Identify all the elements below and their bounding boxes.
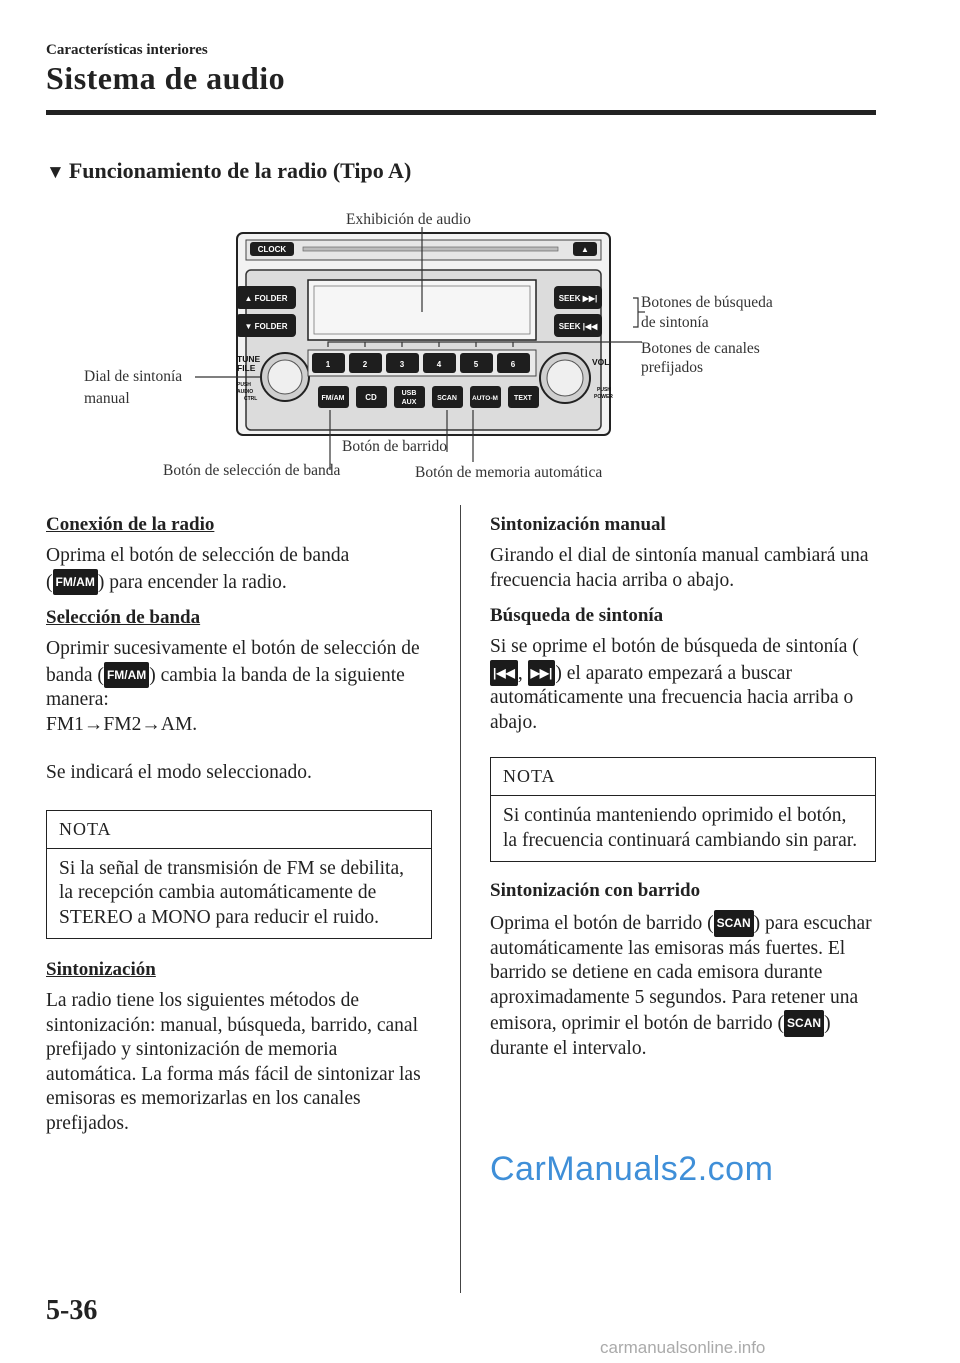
text-key-label: TEXT: [514, 395, 532, 402]
header-rule: [46, 110, 876, 115]
tune-label-2: FILE: [237, 363, 256, 373]
note-body: Si la señal de transmisión de FM se debilita, la recepción cambia automáticamente de STEREO a MONO para reducir el ruido.: [59, 857, 404, 928]
label-manual-dial-2: manual: [84, 390, 130, 407]
label-preset-buttons-2: prefijados: [641, 359, 703, 376]
scan-key-label: SCAN: [437, 395, 457, 402]
preset-key-1-label: 1: [325, 360, 331, 369]
preset-key-2-label: 2: [362, 360, 368, 369]
scan-tuning-paragraph: Oprima el botón de barrido ( SCAN ) para escuchar automáticamente las emisoras más fuertes. El barrido se detiene en cada emisora durante aproximadamente 5 segundos. Para retener una emisora, oprimir el botón de barrido ( SCAN ) durante el intervalo.: [490, 910, 876, 1061]
seek-tuning-paragraph: Si se oprime el botón de búsqueda de sintonía (|◀◀ , ▶▶| ) el aparato empezará a buscar automáticamente una frecuencia hacia arriba o abajo.: [490, 636, 859, 733]
note-body-2: Si continúa manteniendo oprimido el botón, la frecuencia continuará cambiando sin parar.: [503, 805, 858, 851]
note-box-seek: [490, 757, 876, 862]
radio-unit-diagram: [60, 200, 860, 485]
seek-up-icon: ▶▶|: [528, 660, 556, 687]
preset-key-5-label: 5: [473, 360, 479, 369]
push-audio-label-1: PUSH: [237, 382, 251, 388]
note-title-2: NOTA: [491, 758, 875, 796]
scan-tuning-heading: Sintonización con barrido: [490, 880, 701, 901]
triangle-marker-icon: ▼: [46, 162, 65, 183]
page-number: 5-36: [46, 1295, 98, 1326]
watermark-footer: carmanualsonline.info: [600, 1338, 766, 1357]
seek-down-label: SEEK |◀◀: [558, 322, 598, 331]
folder-down-label: ▼ FOLDER: [244, 322, 288, 331]
fmam-key-inline: FM/AM: [53, 569, 98, 596]
push-power-label-1: PUSH: [597, 387, 611, 393]
preset-key-3-label: 3: [399, 360, 405, 369]
label-scan-button: Botón de barrido: [342, 438, 448, 455]
label-manual-dial-1: Dial de sintonía: [84, 368, 183, 385]
topic-title: Funcionamiento de la radio (Tipo A): [68, 158, 412, 183]
connect-paragraph: Oprima el botón de selección de banda ( FM/AM ) para encender la radio.: [46, 544, 432, 595]
band-sequence: FM1→FM2→AM.: [46, 713, 198, 735]
scan-key-inline: SCAN: [714, 910, 754, 937]
tune-label-1: TUNE: [237, 354, 261, 364]
aux-key-label: AUX: [401, 399, 417, 406]
usb-key-label: USB: [401, 390, 417, 397]
band-paragraph: Oprimir sucesivamente el botón de selección de banda ( FM/AM ) cambia la banda de la siguiente manera: FM1→FM2→AM.: [46, 638, 420, 735]
vol-label: VOL: [592, 357, 610, 367]
fmam-key-label: FM/AM: [321, 395, 345, 402]
automemory-key-label: AUTO-M: [472, 395, 498, 402]
push-audio-label-2: AUDIO: [237, 389, 254, 395]
tuning-heading: Sintonización: [46, 959, 156, 980]
seek-down-icon: |◀◀: [490, 660, 518, 687]
tuning-paragraph: La radio tiene los siguientes métodos de sintonización: manual, búsqueda, barrido, canal prefijado y sintonización de memoria automática. La forma más fácil de sintonizar las emisoras es memorizarlas en los canales prefijados.: [46, 990, 421, 1134]
eject-key-label: ▲: [581, 245, 589, 254]
label-seek-buttons-1: Botones de búsqueda: [641, 294, 773, 311]
label-seek-buttons-2: de sintonía: [641, 314, 709, 331]
watermark-logo: CarManuals2.com: [490, 1150, 774, 1188]
label-audio-display: Exhibición de audio: [346, 211, 471, 228]
preset-key-6-label: 6: [510, 360, 516, 369]
label-preset-buttons-1: Botones de canales: [641, 340, 760, 357]
cd-key-label: CD: [365, 393, 377, 402]
cd-slot: [303, 247, 558, 251]
right-column: [490, 512, 876, 1071]
manual-tuning-paragraph: Girando el dial de sintonía manual cambiará una frecuencia hacia arriba o abajo.: [490, 545, 869, 591]
preset-key-4-label: 4: [436, 360, 442, 369]
manual-tuning-heading: Sintonización manual: [490, 514, 666, 535]
left-column: [46, 512, 432, 1146]
band-mode-paragraph: Se indicará el modo seleccionado.: [46, 762, 312, 783]
folder-up-label: ▲ FOLDER: [244, 294, 288, 303]
note-title: NOTA: [47, 811, 431, 849]
fmam-key-inline-2: FM/AM: [104, 662, 149, 689]
clock-key-label: CLOCK: [257, 245, 287, 254]
push-power-label-2: POWER: [594, 394, 613, 400]
topic-heading: [46, 158, 411, 184]
label-band-button: Botón de selección de banda: [163, 462, 341, 479]
connect-heading: Conexión de la radio: [46, 514, 215, 535]
label-automemory-button: Botón de memoria automática: [415, 464, 603, 481]
scan-key-inline-2: SCAN: [784, 1010, 824, 1037]
column-divider: [460, 505, 461, 1293]
note-box-fm: [46, 810, 432, 940]
band-heading: Selección de banda: [46, 607, 201, 628]
section-title: Sistema de audio: [46, 60, 286, 96]
seek-tuning-heading: Búsqueda de sintonía: [490, 605, 664, 626]
seek-up-label: SEEK ▶▶|: [558, 294, 598, 303]
chapter-title: Características interiores: [46, 42, 208, 58]
push-audio-label-3: CTRL: [244, 396, 258, 402]
